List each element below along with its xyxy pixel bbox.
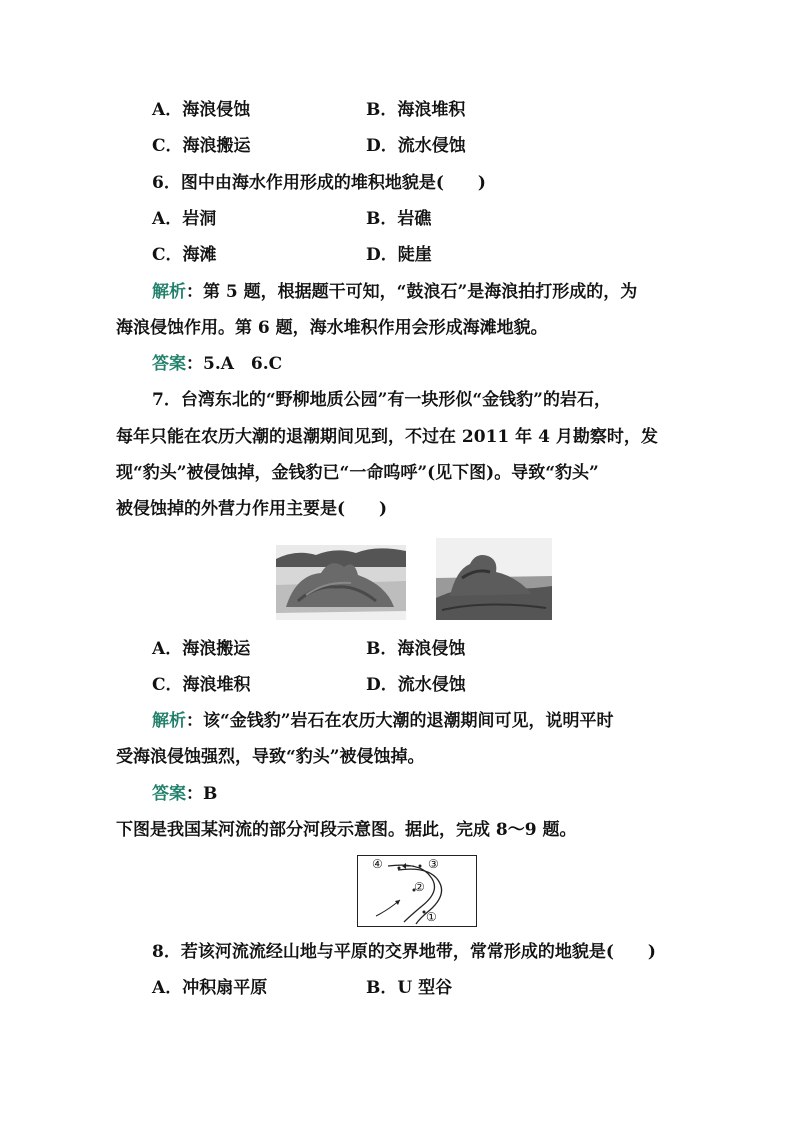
analysis-label: 解析	[152, 282, 186, 302]
analysis-56-text1: ：第 5 题，根据题干可知，“鼓浪石”是海浪拍打形成的，为	[186, 282, 638, 302]
point-3-label: ③	[428, 857, 439, 871]
answer-7-text: ：B	[186, 784, 218, 804]
q7-line2: 每年只能在农历大潮的退潮期间见到，不过在 2011 年 4 月勘察时，发	[116, 427, 658, 447]
q7-option-c: C．海浪堆积	[152, 675, 251, 695]
leopard-rock-photo-after	[436, 538, 552, 620]
q6-option-a: A．岩洞	[152, 209, 217, 229]
q7-option-a: A．海浪搬运	[152, 639, 251, 659]
q5-option-b: B．海浪堆积	[366, 100, 466, 120]
answer-56	[152, 354, 282, 374]
analysis-7-line2: 受海浪侵蚀强烈，导致“豹头”被侵蚀掉。	[116, 747, 425, 767]
intro-89: 下图是我国某河流的部分河段示意图。据此，完成 8～9 题。	[116, 820, 577, 840]
q5-option-d: D．流水侵蚀	[366, 136, 466, 156]
answer-7	[152, 784, 217, 804]
analysis-56-line2: 海浪侵蚀作用。第 6 题，海水堆积作用会形成海滩地貌。	[116, 318, 548, 338]
answer-label: 答案	[152, 354, 186, 374]
q6-option-c: C．海滩	[152, 245, 217, 265]
analysis-56-line1	[152, 282, 637, 302]
q7-line3: 现“豹头”被侵蚀掉，金钱豹已“一命呜呼”(见下图)。导致“豹头”	[116, 463, 599, 483]
point-2-label: ②	[414, 880, 425, 894]
point-4-label: ④	[372, 857, 383, 871]
answer-label-2: 答案	[152, 784, 186, 804]
q8-stem: 8．若该河流流经山地与平原的交界地带，常常形成的地貌是( )	[152, 942, 656, 962]
q8-option-b: B．U 型谷	[366, 978, 453, 998]
q8-option-a: A．冲积扇平原	[152, 978, 268, 998]
q6-option-b: B．岩礁	[366, 209, 432, 229]
answer-56-text: ：5.A 6.C	[186, 354, 283, 374]
q7-option-b: B．海浪侵蚀	[366, 639, 466, 659]
q7-line1: 7．台湾东北的“野柳地质公园”有一块形似“金钱豹”的岩石，	[152, 390, 611, 410]
q5-option-a: A．海浪侵蚀	[152, 100, 251, 120]
q5-option-c: C．海浪搬运	[152, 136, 251, 156]
q6-option-d: D．陡崖	[366, 245, 432, 265]
analysis-7-text1: ：该“金钱豹”岩石在农历大潮的退潮期间可见，说明平时	[186, 711, 614, 731]
q6-stem: 6．图中由海水作用形成的堆积地貌是( )	[152, 173, 486, 193]
q7-line4: 被侵蚀掉的外营力作用主要是( )	[116, 499, 388, 519]
analysis-7-line1	[152, 711, 614, 731]
q7-option-d: D．流水侵蚀	[366, 675, 466, 695]
analysis-label-2: 解析	[152, 711, 186, 731]
point-1-label: ①	[426, 910, 437, 924]
river-section-diagram	[357, 855, 477, 927]
leopard-rock-photo-before	[276, 545, 406, 620]
